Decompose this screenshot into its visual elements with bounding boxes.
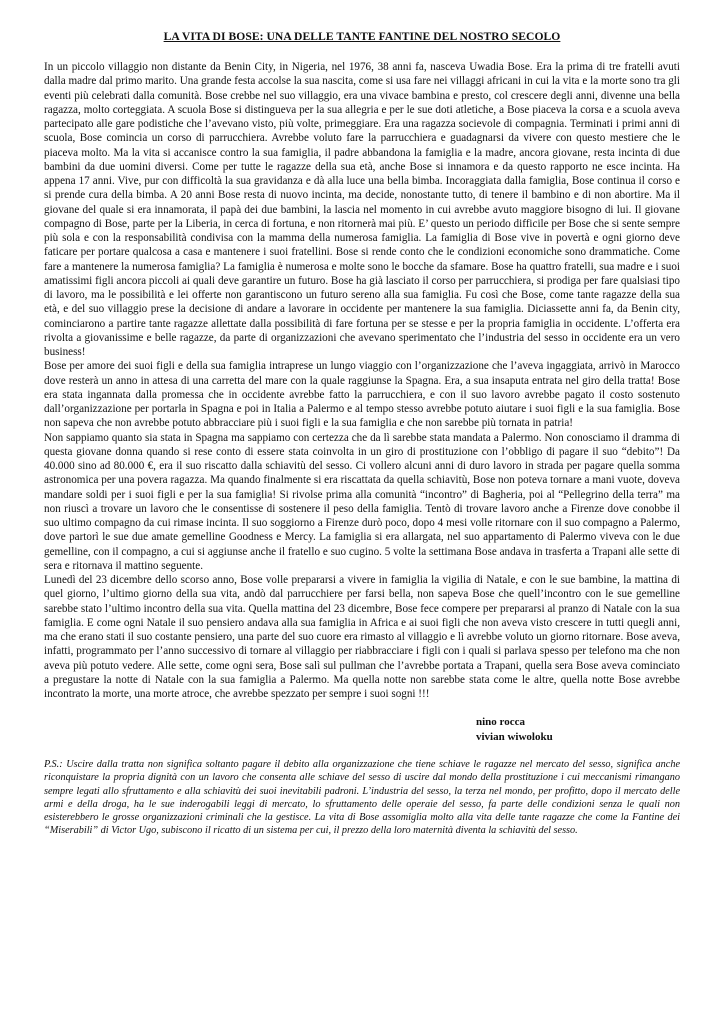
body-paragraph: In un piccolo villaggio non distante da Benin City, in Nigeria, nel 1976, 38 anni fa, nasceva Uwadia Bose. Era la prima di tre fratelli avuti dalla madre dal primo marito. Una grande festa accolse la sua nascita, come si usa fare nei villaggi africani in cui la vita e la morte sono tra gli eventi più celebrati dalla comunità. Bose crebbe nel suo villaggio, era una vivace bambina e presto, col crescere degli anni, divenne una bella ragazza, molto corteggiata. A scuola Bose si distingueva per la sua allegria e per le sue doti atletiche, a Bose piaceva la corsa e a scuola aveva partecipato alle gare podistiche che l’avevano visto, più volte, primeggiare. Era una ragazza socievole di compagnia. Terminati i primi anni di scuola, Bose comincia un corso di parrucchiera. Avrebbe voluto fare la parrucchiera e guadagnarsi da vivere con questo mestiere che le piaceva molto. Ma la vita si accanisce contro la sua famiglia, il padre abbandona la famiglia e la madre, ancora giovane, resta incinta di due bambini da due uomini diversi. Come per tutte le ragazze della sua età, anche Bose si innamora e da questo rapporto ne esce incinta. Ha appena 17 anni. Vive, pur con difficoltà la sua gravidanza e dà alla luce una bella bimba. Incoraggiata dalla famiglia, Bose continua il corso e si prende cura della bimba. A 20 anni Bose resta di nuovo incinta, ma decide, nonostante tutto, di tenere il bambino e di non abortire. Ma il giovane del quale si era innamorata, il papà dei due bambini, la lascia nel momento in cui avrebbe avuto maggiore bisogno di lui. Il giovane compagno di Bose, parte per la Liberia, in cerca di fortuna, e non ritornerà mai più. E’ questo un periodo difficile per Bose che si sente sempre più sola e con la responsabilità condivisa con la mamma della numerosa famiglia. La famiglia di Bose vive in povertà e ogni giorno deve faticare per portare qualcosa a casa e mantenere i suoi fratellini. Bose si rende conto che le condizioni economiche sono drammatiche. Come fare a mantenere la numerosa famiglia? La famiglia è numerosa e molte sono le bocche da sfamare. Bose ha quattro fratelli, sua madre e i suoi amatissimi figli ancora piccoli ai quali deve garantire un futuro. Bose ha già lasciato il corso per parrucchiera, si prodiga per fare qualsiasi tipo di lavoro, ma le possibilità e lei offerte non garantiscono un futuro sereno alla sua famiglia. Fu così che Bose, come tante ragazze della sua età, e del suo villaggio prese la decisione di andare a lavorare in occidente per mantenere la sua famiglia. Diciassette anni fa, da Benin city, cominciarono a partire tante ragazze allettate dalla possibilità di fare fortuna per se stesse e per la propria famiglia in occidente. L’offerta era rivolta a giovanissime e belle ragazze, da parte di organizzazioni che avevano sperimentato che l’industria del sesso in occidente era un vero business! — [44, 61, 680, 358]
signature-author-2: vivian wiwoloku — [476, 731, 553, 744]
postscript: P.S.: Uscire dalla tratta non significa soltanto pagare il debito alla organizzazione che tiene schiave le ragazze nel mercato del sesso, significa anche riconquistare la propria dignità con un lavoro che consenta alle schiave del sesso di uscire dal mondo della prostituzione i cui meccanismi rimangano sempre legati allo sfruttamento e alla schiavitù dei suoi inevitabili padroni. L’industria del sesso, la terza nel mondo, per profitto, dopo il mercato delle armi e della droga, ha le sue inderogabili leggi di mercato, lo sfruttamento delle operaie del sesso, fa parte delle condizioni senza le quali non esisterebbero le grosse organizzazioni criminali che la gestisce. La vita di Bose assomiglia molto alla vita delle tante ragazze che come la Fantine dei “Miserabili” di Victor Ugo, subiscono il ricatto di un sistema per cui, il prezzo della loro maternità diventa la schiavitù del sesso. — [44, 759, 680, 837]
body-paragraph: Non sappiamo quanto sia stata in Spagna ma sappiamo con certezza che da lì sarebbe stata mandata a Palermo. Non conosciamo il dramma di questa giovane donna quando si rese conto di essere stata coinvolta in un giro di prostituzione con l’obbligo di pagare il suo “debito”! Da 40.000 sino ad 80.000 €, era il suo riscatto dalla schiavitù del sesso. Ci vollero alcuni anni di duro lavoro in strada per pagare quella somma astronomica per una povera ragazza. Ma quando finalmente si era riscattata da quella schiavitù, Bose non poteva tornare a mani vuote, doveva mandare soldi per i suoi figli e per la sua famiglia! Si rivolse prima alla comunità “incontro” di Bagheria, poi al “Pellegrino della terra” ma non riuscì a trovare un lavoro che le consentisse di sostenere il peso della famiglia. Tentò di trovare lavoro anche a Firenze dove conobbe il suo ultimo compagno da cui rimase incinta. Il suo soggiorno a Firenze durò poco, dopo 4 mesi volle ritornare con il suo compagno a Palermo, dove partorì le sue due amate gemelline Goodness e Mercy. La famiglia si era allargata, nel suo appartamento di Palermo viveva con le due gemelline, con il compagno, a cui si aggiunse anche il fratello e suo cugino. 5 volte la settimana Bose andava in trasferta a Trapani alle sette di sera e ritornava il mattino seguente. — [44, 431, 680, 572]
body-paragraph: Lunedì del 23 dicembre dello scorso anno, Bose volle prepararsi a vivere in famiglia la vigilia di Natale, e con le sue bambine, la mattina di quel giorno, l’ultimo giorno della sua vita, andò dal parrucchiere per farsi bella, non sapeva Bose che quell’incontro con le sue gemelline sarebbe stato l’ultimo incontro della sua vita. Quella mattina del 23 dicembre, Bose fece compere per prepararsi al pranzo di Natale con la sua famiglia. E come ogni Natale il suo pensiero andava alla sua famiglia in Africa e ai suoi figli che non aveva visto crescere in tutti quegli anni, ma che erano stati il suo costante pensiero, una parte del suo cuore era rimasto al villaggio e lì avrebbe voluto un giorno ritornare. Bose aveva, infatti, programmato per l’anno successivo di tornare al villaggio per riabbracciare i figli con i quali si parlava spesso per telefono ma che non aveva più potuto vedere. Alle sette, come ogni sera, Bose salì sul pullman che l’avrebbe portata a Trapani, quella sera Bose aveva cominciato a pregustare la notte di Natale con la sua famiglia a Palermo. Ma quella notte non sarebbe stata come le altre, quella notte Bose avrebbe incontrato la morte, una morte atroce, che avrebbe spezzato per sempre i suoi sogni !!! — [44, 574, 680, 700]
signature-block — [476, 715, 680, 745]
document-body — [44, 60, 680, 701]
signature-author-1: nino rocca — [476, 716, 525, 729]
body-paragraph: Bose per amore dei suoi figli e della sua famiglia intraprese un lungo viaggio con l’organizzazione che l’aveva ingaggiata, arrivò in Marocco dove resterà un anno in attesa di una carretta del mare con la quale raggiunse la Spagna. Era, a sua insaputa entrata nel giro della tratta! Bose era stata ingannata dalla promessa che in occidente avrebbe fatto la parrucchiera, e con il suo lavoro avrebbe pagato il costo sostenuto dall’organizzazione per portarla in Spagna e poi in Italia a Palermo e al tempo stesso avrebbe potuto aiutare i suoi figli e la sua famiglia. Bose non sapeva che non avrebbe potuto abbracciare più i suoi figli e la sua famiglia e che non sarebbe più tornata in patria! — [44, 360, 680, 430]
document-title: LA VITA DI BOSE: UNA DELLE TANTE FANTINE DEL NOSTRO SECOLO — [163, 30, 561, 43]
